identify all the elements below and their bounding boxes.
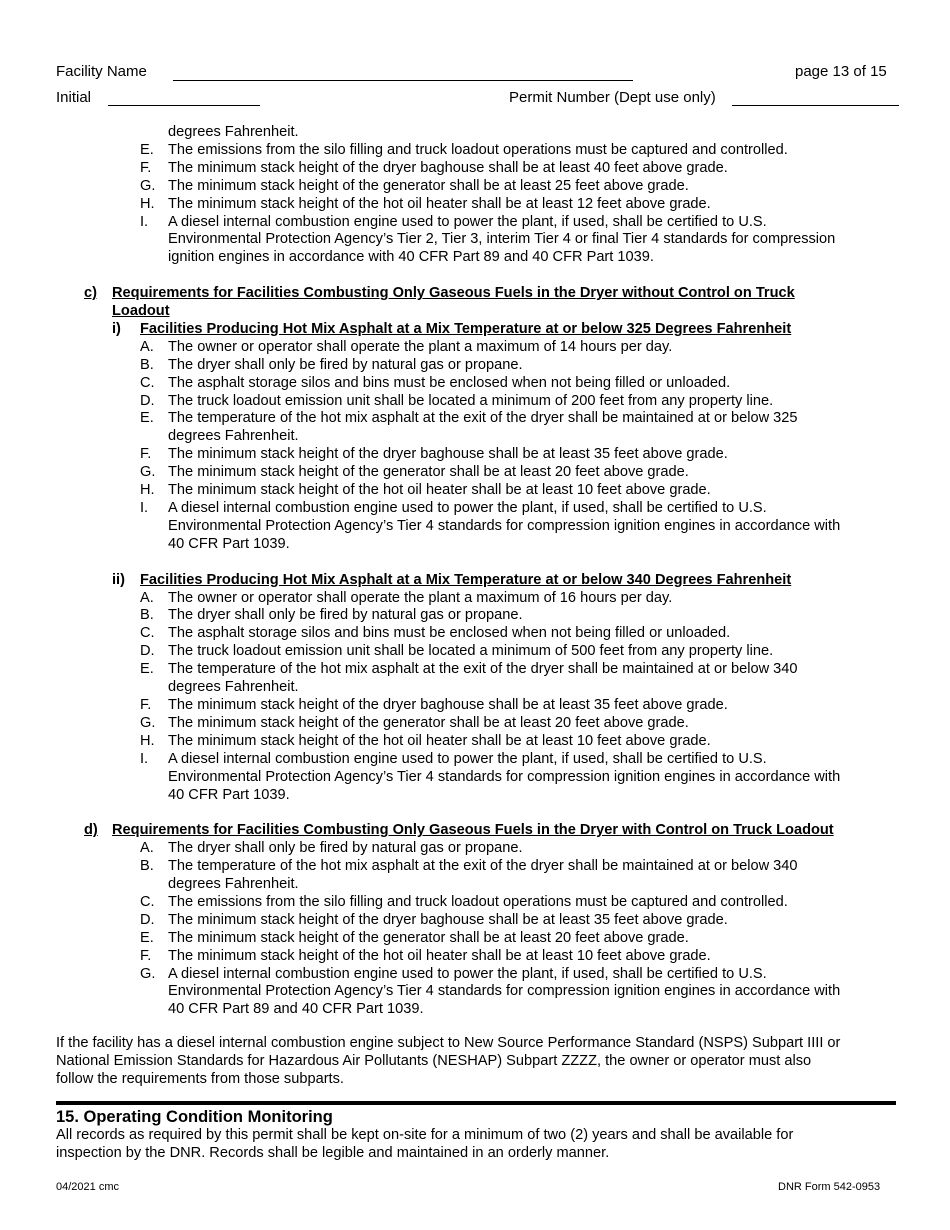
list-item-line: The emissions from the silo filling and truck loadout operations must be captured and controlled. (168, 893, 788, 910)
list-item-text (168, 357, 896, 375)
nsps-paragraph (56, 1035, 896, 1089)
list-item-line: degrees Fahrenheit. (168, 679, 299, 696)
list-item-line: The minimum stack height of the generator shall be at least 25 feet above grade. (168, 177, 689, 194)
list-item-letter: G. (140, 464, 156, 481)
section-c-title-line: Requirements for Facilities Combusting Only Gaseous Fuels in the Dryer without Control on Truck (112, 285, 795, 302)
list-item-line: The minimum stack height of the generator shall be at least 20 feet above grade. (168, 929, 689, 946)
list-item-line: 40 CFR Part 89 and 40 CFR Part 1039. (168, 1001, 424, 1018)
list-item-text (168, 733, 896, 751)
list-item-line: Environmental Protection Agency’s Tier 2, Tier 3, interim Tier 4 or final Tier 4 standards for compression (168, 231, 836, 248)
section-15-body (56, 1127, 896, 1163)
list-item (56, 446, 896, 464)
subsection-i-heading (56, 321, 896, 339)
section-d-title: Requirements for Facilities Combusting Only Gaseous Fuels in the Dryer with Control on Truck Loadout (112, 822, 834, 839)
section-divider (56, 1101, 896, 1105)
list-item (56, 590, 896, 608)
list-item-line: The asphalt storage silos and bins must be enclosed when not being filled or unloaded. (168, 374, 731, 391)
list-item-text (168, 607, 896, 625)
footer-form-number: DNR Form 542-0953 (778, 1181, 881, 1193)
list-item-line: 40 CFR Part 1039. (168, 535, 290, 552)
subsection-ii-label: ii) (112, 571, 125, 588)
list-item-letter: I. (140, 750, 149, 767)
list-item (56, 214, 896, 268)
list-item-letter: C. (140, 374, 155, 391)
list-item-line: 40 CFR Part 1039. (168, 786, 290, 803)
section-d-list (56, 840, 896, 1019)
paragraph-line: National Emission Standards for Hazardous Air Pollutants (NESHAP) Subpart ZZZZ, the owner or operator must also (56, 1053, 812, 1070)
list-item-text (168, 160, 896, 178)
list-item (56, 375, 896, 393)
list-item-text (168, 625, 896, 643)
list-item (56, 643, 896, 661)
list-item-text (168, 697, 896, 715)
list-item-letter: E. (140, 661, 154, 678)
list-item-letter: D. (140, 643, 155, 660)
list-item-text (168, 393, 896, 411)
list-item-letter: E. (140, 410, 154, 427)
list-item (56, 393, 896, 411)
list-item-text (168, 912, 896, 930)
list-item-letter: H. (140, 732, 155, 749)
list-item (56, 894, 896, 912)
list-item (56, 625, 896, 643)
list-item-line: The asphalt storage silos and bins must be enclosed when not being filled or unloaded. (168, 625, 731, 642)
list-item-text (168, 482, 896, 500)
list-item (56, 339, 896, 357)
list-item (56, 948, 896, 966)
list-item-line: The minimum stack height of the generator shall be at least 20 feet above grade. (168, 714, 689, 731)
list-item-line: The minimum stack height of the dryer baghouse shall be at least 40 feet above grade. (168, 159, 728, 176)
list-item-text (168, 858, 896, 894)
list-item-letter: B. (140, 607, 154, 624)
page-number: page 13 of 15 (795, 63, 887, 80)
list-item-text (168, 196, 896, 214)
list-item-letter: H. (140, 482, 155, 499)
list-item-line: The truck loadout emission unit shall be located a minimum of 500 feet from any property line. (168, 643, 774, 660)
list-item-letter: H. (140, 195, 155, 212)
list-item-line: A diesel internal combustion engine used to power the plant, if used, shall be certified to U.S. (168, 965, 767, 982)
subsection-i-list (56, 339, 896, 554)
list-item (56, 930, 896, 948)
list-item-letter: A. (140, 840, 154, 857)
list-item (56, 733, 896, 751)
list-item-text (168, 948, 896, 966)
list-item-text (168, 966, 896, 1020)
list-item-line: The temperature of the hot mix asphalt at the exit of the dryer shall be maintained at or below 340 (168, 661, 798, 678)
list-item-line: The minimum stack height of the hot oil heater shall be at least 10 feet above grade. (168, 732, 711, 749)
list-item-text (168, 178, 896, 196)
list-item-letter: F. (140, 159, 152, 176)
list-item-letter: F. (140, 696, 152, 713)
list-item-text (168, 894, 896, 912)
permit-number-label: Permit Number (Dept use only) (509, 89, 716, 106)
list-item-line: The truck loadout emission unit shall be located a minimum of 200 feet from any property line. (168, 392, 774, 409)
list-item-line: A diesel internal combustion engine used to power the plant, if used, shall be certified to U.S. (168, 750, 767, 767)
list-item-letter: G. (140, 714, 156, 731)
facility-name-field[interactable] (173, 80, 633, 81)
list-item-text (168, 410, 896, 446)
list-item (56, 160, 896, 178)
list-item-text (168, 590, 896, 608)
list-item-text (168, 500, 896, 554)
top-item-list (56, 142, 896, 267)
list-item (56, 357, 896, 375)
list-item-line: The dryer shall only be fired by natural gas or propane. (168, 607, 523, 624)
list-item-line: The minimum stack height of the dryer baghouse shall be at least 35 feet above grade. (168, 446, 728, 463)
list-item-text (168, 661, 896, 697)
list-item-line: The minimum stack height of the dryer baghouse shall be at least 35 feet above grade. (168, 696, 728, 713)
subsection-i-label: i) (112, 320, 121, 337)
list-item (56, 500, 896, 554)
list-item-letter: B. (140, 858, 154, 875)
section-c-label: c) (84, 285, 97, 302)
list-item-line: A diesel internal combustion engine used to power the plant, if used, shall be certified to U.S. (168, 213, 767, 230)
list-item-line: Environmental Protection Agency’s Tier 4 standards for compression ignition engines in accordance with (168, 768, 841, 785)
permit-number-field[interactable] (732, 105, 899, 106)
list-item (56, 196, 896, 214)
list-item-letter: I. (140, 213, 149, 230)
initial-field[interactable] (108, 105, 260, 106)
list-item (56, 840, 896, 858)
paragraph-line: All records as required by this permit shall be kept on-site for a minimum of two (2) years and shall be available for (56, 1126, 794, 1143)
list-item-text (168, 339, 896, 357)
list-item-letter: F. (140, 947, 152, 964)
subsection-ii-title: Facilities Producing Hot Mix Asphalt at a Mix Temperature at or below 340 Degrees Fahrenheit (140, 571, 792, 588)
list-item-line: degrees Fahrenheit. (168, 428, 299, 445)
list-item-text (168, 715, 896, 733)
list-item-line: ignition engines in accordance with 40 CFR Part 89 and 40 CFR Part 1039. (168, 249, 654, 266)
list-item-line: The temperature of the hot mix asphalt at the exit of the dryer shall be maintained at or below 340 (168, 858, 798, 875)
list-item-letter: E. (140, 929, 154, 946)
list-item (56, 482, 896, 500)
list-item-text (168, 214, 896, 268)
list-item-text (168, 643, 896, 661)
list-item (56, 661, 896, 697)
list-item-line: The dryer shall only be fired by natural gas or propane. (168, 840, 523, 857)
section-c-title-line: Loadout (112, 303, 170, 320)
subsection-i-title: Facilities Producing Hot Mix Asphalt at a Mix Temperature at or below 325 Degrees Fahrenheit (140, 320, 792, 337)
list-item-text (168, 446, 896, 464)
list-item (56, 751, 896, 805)
facility-name-label: Facility Name (56, 63, 147, 80)
list-item-line: The emissions from the silo filling and truck loadout operations must be captured and controlled. (168, 141, 788, 158)
list-item (56, 912, 896, 930)
list-item-letter: A. (140, 589, 154, 606)
list-item-letter: G. (140, 177, 156, 194)
list-item (56, 966, 896, 1020)
list-item-letter: F. (140, 446, 152, 463)
initial-label: Initial (56, 89, 92, 106)
list-item (56, 410, 896, 446)
list-item-line: The dryer shall only be fired by natural gas or propane. (168, 356, 523, 373)
section-15-heading: 15. Operating Condition Monitoring (56, 1107, 333, 1126)
list-item-line: The minimum stack height of the hot oil heater shall be at least 12 feet above grade. (168, 195, 711, 212)
list-item-text (168, 930, 896, 948)
paragraph-line: If the facility has a diesel internal combustion engine subject to New Source Performance Standard (NSPS) Subpart IIII or (56, 1035, 841, 1052)
list-item-line: A diesel internal combustion engine used to power the plant, if used, shall be certified to U.S. (168, 500, 767, 517)
list-item-letter: C. (140, 625, 155, 642)
section-c-title (112, 285, 896, 321)
paragraph-line: follow the requirements from those subparts. (56, 1071, 344, 1088)
list-item-text (168, 840, 896, 858)
paragraph-line: inspection by the DNR. Records shall be legible and maintained in an orderly manner. (56, 1144, 610, 1161)
document-body (56, 124, 896, 1163)
list-item-letter: G. (140, 965, 156, 982)
footer-date: 04/2021 cmc (56, 1181, 119, 1193)
section-d-heading (56, 822, 896, 840)
list-item-line: Environmental Protection Agency’s Tier 4 standards for compression ignition engines in accordance with (168, 983, 841, 1000)
list-item-text (168, 142, 896, 160)
list-item-letter: I. (140, 500, 149, 517)
list-item (56, 178, 896, 196)
list-item-line: The owner or operator shall operate the plant a maximum of 14 hours per day. (168, 338, 673, 355)
list-item-line: The owner or operator shall operate the plant a maximum of 16 hours per day. (168, 589, 673, 606)
list-item-line: Environmental Protection Agency’s Tier 4 standards for compression ignition engines in accordance with (168, 517, 841, 534)
list-item (56, 858, 896, 894)
list-item-text (168, 375, 896, 393)
list-item-letter: D. (140, 392, 155, 409)
list-item (56, 142, 896, 160)
list-item (56, 464, 896, 482)
subsection-ii-heading (56, 572, 896, 590)
list-item-line: The temperature of the hot mix asphalt at the exit of the dryer shall be maintained at or below 325 (168, 410, 798, 427)
list-item-letter: E. (140, 141, 154, 158)
list-item-line: degrees Fahrenheit. (168, 876, 299, 893)
subsection-ii-list (56, 590, 896, 805)
list-item-letter: B. (140, 356, 154, 373)
continuation-text: degrees Fahrenheit. (168, 124, 299, 140)
section-c-heading (56, 285, 896, 321)
list-item-text (168, 464, 896, 482)
list-item-letter: A. (140, 338, 154, 355)
list-item (56, 607, 896, 625)
list-item-line: The minimum stack height of the hot oil heater shall be at least 10 feet above grade. (168, 947, 711, 964)
list-item-line: The minimum stack height of the hot oil heater shall be at least 10 feet above grade. (168, 482, 711, 499)
list-item (56, 715, 896, 733)
list-item (56, 697, 896, 715)
section-d-label: d) (84, 822, 98, 839)
list-item-text (168, 751, 896, 805)
list-item-line: The minimum stack height of the generator shall be at least 20 feet above grade. (168, 464, 689, 481)
list-item-line: The minimum stack height of the dryer baghouse shall be at least 35 feet above grade. (168, 911, 728, 928)
list-item-letter: D. (140, 911, 155, 928)
list-item-letter: C. (140, 893, 155, 910)
